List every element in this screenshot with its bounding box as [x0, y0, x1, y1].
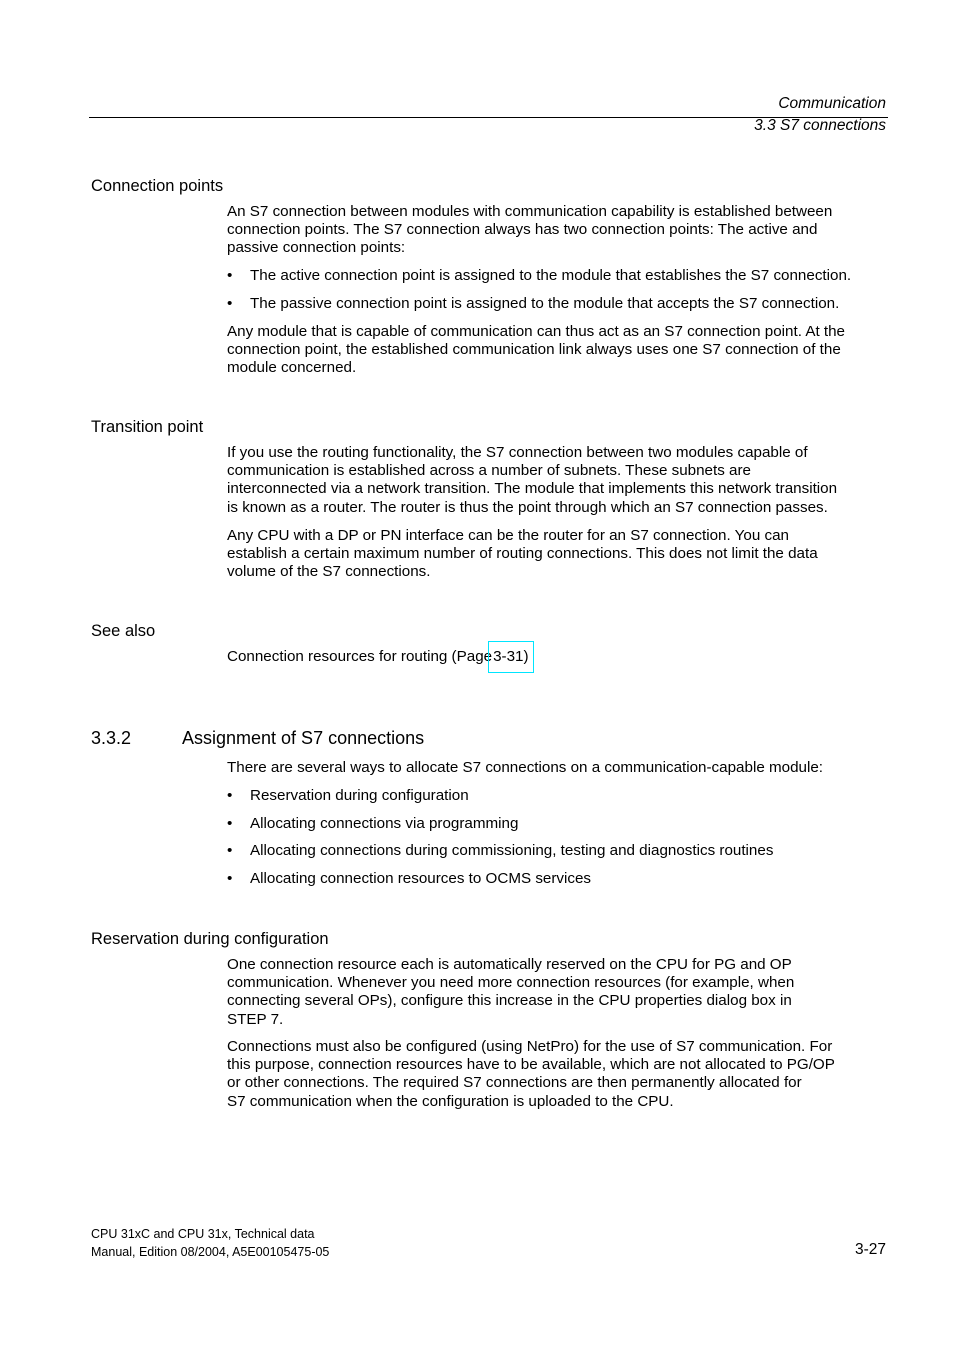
text-line: or other connections. The required S7 connections are then permanently allocated for: [227, 1074, 802, 1092]
running-header-chapter: Communication: [778, 95, 886, 112]
text-line: connecting several OPs), configure this increase in the CPU properties dialog box in: [227, 992, 792, 1010]
bullet-icon: •: [227, 842, 233, 859]
text-line: interconnected via a network transition. The module that implements this network transition: [227, 480, 838, 498]
footer-edition: Manual, Edition 08/2004, A5E00105475-05: [91, 1245, 330, 1259]
bullet-icon: •: [227, 870, 233, 887]
heading-see-also: See also: [91, 622, 156, 640]
connection-points-outro: [227, 323, 889, 378]
bullet-icon: •: [227, 787, 233, 804]
bullet-icon: •: [227, 267, 233, 284]
list-item: [227, 267, 889, 285]
see-also-link[interactable]: [227, 648, 889, 673]
running-header-section: 3.3 S7 connections: [754, 117, 886, 134]
text-line: Any module that is capable of communication can thus act as an S7 connection point. At the: [227, 323, 846, 340]
bullet-icon: •: [227, 815, 233, 832]
list-item: [227, 787, 889, 805]
list-item-text: Allocating connection resources to OCMS services: [250, 870, 592, 887]
list-item: [227, 295, 889, 313]
heading-connection-points: Connection points: [91, 177, 224, 195]
see-also-page-link[interactable]: 3-31): [488, 641, 533, 673]
text-line: Connections must also be configured (using NetPro) for the use of S7 communication. For: [227, 1038, 833, 1055]
transition-point-para-1: [227, 444, 889, 517]
text-line: connection point, the established communication link always uses one S7 connection of the: [227, 341, 841, 359]
list-item-text: Reservation during configuration: [250, 787, 469, 804]
list-item-text: The active connection point is assigned to the module that establishes the S7 connection.: [250, 267, 852, 284]
text-line: communication. Whenever you need more connection resources (for example, when: [227, 974, 795, 992]
list-item: [227, 815, 889, 833]
text-line: is known as a router. The router is thus the point through which an S7 connection passes.: [227, 498, 828, 516]
page-number: 3-27: [854, 1241, 886, 1258]
text-line: passive connection points:: [227, 239, 406, 257]
bullet-icon: •: [227, 295, 233, 312]
list-item-text: The passive connection point is assigned to the module that accepts the S7 connection.: [250, 295, 840, 312]
text-line: establish a certain maximum number of routing connections. This does not limit the data: [227, 545, 818, 563]
list-item: [227, 870, 889, 888]
transition-point-para-2: [227, 527, 889, 582]
footer-title: CPU 31xC and CPU 31x, Technical data: [91, 1227, 315, 1241]
text-line: STEP 7.: [227, 1010, 284, 1028]
text-line: connection points. The S7 connection always has two connection points: The active and: [227, 221, 818, 239]
list-item-text: Allocating connections via programming: [250, 815, 519, 832]
text-line: Any CPU with a DP or PN interface can be the router for an S7 connection. You can: [227, 527, 789, 544]
see-also-link-text[interactable]: Connection resources for routing (Page: [227, 648, 493, 665]
reservation-para-1: [227, 956, 889, 1029]
section-intro: [227, 759, 889, 777]
text-line: If you use the routing functionality, the S7 connection between two modules capable of: [227, 444, 808, 461]
heading-transition-point: Transition point: [91, 418, 204, 436]
text-line: S7 communication when the configuration is uploaded to the CPU.: [227, 1092, 674, 1110]
section-number: 3.3.2: [91, 728, 132, 748]
reservation-para-2: [227, 1038, 889, 1111]
list-item: [227, 842, 889, 860]
text-line: An S7 connection between modules with communication capability is established between: [227, 203, 833, 220]
list-item-text: Allocating connections during commissioning, testing and diagnostics routines: [250, 842, 774, 859]
text-line: One connection resource each is automatically reserved on the CPU for PG and OP: [227, 956, 792, 973]
section-title: Assignment of S7 connections: [182, 728, 425, 748]
text-line: communication is established across a number of subnets. These subnets are: [227, 462, 751, 480]
text-line: There are several ways to allocate S7 connections on a communication-capable module:: [227, 759, 824, 776]
connection-points-intro: [227, 203, 889, 258]
text-line: volume of the S7 connections.: [227, 563, 431, 581]
text-line: module concerned.: [227, 359, 357, 377]
heading-reservation: Reservation during configuration: [91, 930, 329, 948]
text-line: this purpose, connection resources have to be available, which are not allocated to PG/OP: [227, 1056, 835, 1074]
